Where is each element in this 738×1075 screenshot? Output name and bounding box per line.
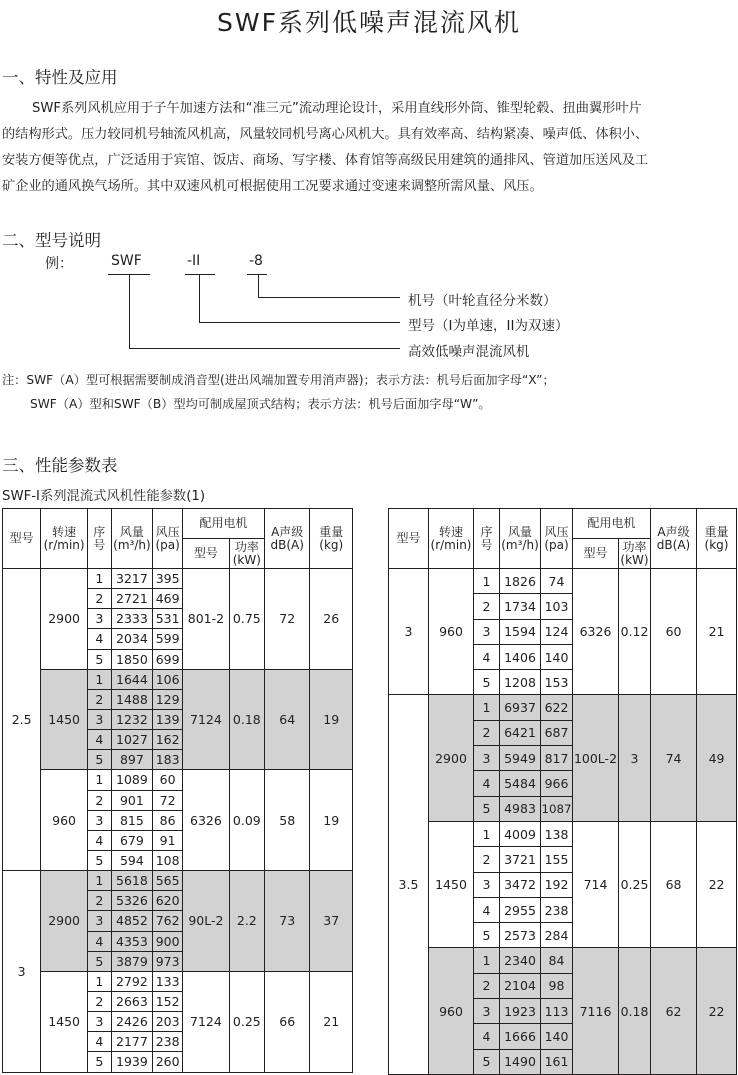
cell-pressure: 162 [153, 730, 183, 750]
cell-pressure: 973 [153, 951, 183, 971]
col-header-model: 型号 [389, 509, 429, 569]
cell-seq: 5 [474, 796, 500, 821]
cell-flow: 4009 [500, 821, 541, 846]
cell-seq: 4 [474, 644, 500, 669]
performance-table-left [2, 508, 353, 1073]
cell-speed: 1450 [41, 669, 88, 770]
cell-seq: 3 [87, 1012, 111, 1032]
cell-speed: 1450 [41, 971, 88, 1072]
cell-flow: 1406 [500, 644, 541, 669]
cell-flow: 5326 [111, 891, 152, 911]
col-header-weight: 重量 (kg) [310, 509, 353, 569]
cell-pressure: 699 [153, 649, 183, 669]
cell-power: 0.18 [229, 669, 264, 770]
cell-seq: 3 [474, 746, 500, 771]
cell-weight: 19 [310, 669, 353, 770]
cell-flow: 2340 [500, 948, 541, 973]
cell-power: 3 [619, 695, 651, 821]
cell-pressure: 152 [153, 991, 183, 1011]
cell-pressure: 183 [153, 750, 183, 770]
cell-flow: 3721 [500, 847, 541, 872]
cell-seq: 5 [474, 670, 500, 695]
cell-power: 0.18 [619, 948, 651, 1074]
col-header-flow: 风量 (m³/h) [500, 509, 541, 569]
cell-speed: 960 [429, 948, 474, 1074]
cell-motor-model: 6326 [183, 770, 230, 871]
cell-pressure: 139 [153, 709, 183, 729]
cell-pressure: 238 [541, 897, 573, 922]
model-code-type: -II [187, 253, 201, 269]
cell-power: 0.25 [619, 821, 651, 947]
cell-pressure: 260 [153, 1052, 183, 1072]
cell-flow: 2104 [500, 973, 541, 998]
cell-seq: 5 [474, 1049, 500, 1074]
table-row [3, 871, 353, 891]
cell-flow: 2955 [500, 897, 541, 922]
cell-weight: 26 [310, 569, 353, 670]
cell-seq: 1 [87, 669, 111, 689]
col-header-motor: 配用电机 [573, 509, 651, 539]
cell-pressure: 129 [153, 689, 183, 709]
cell-seq: 3 [87, 709, 111, 729]
cell-flow: 1923 [500, 999, 541, 1024]
desc-number: 机号（叶轮直径分米数） [408, 293, 557, 309]
cell-flow: 1594 [500, 619, 541, 644]
cell-seq: 4 [87, 730, 111, 750]
table-row [389, 948, 737, 973]
cell-pressure: 86 [153, 810, 183, 830]
cell-pressure: 161 [541, 1049, 573, 1074]
features-line-4: 矿企业的通风换气场所。其中双速风机可根据使用工况要求通过变速来调整所需风量、风压。 [2, 179, 543, 194]
cell-pressure: 84 [541, 948, 573, 973]
cell-seq: 2 [87, 891, 111, 911]
cell-seq: 3 [474, 872, 500, 897]
cell-seq: 4 [87, 629, 111, 649]
cell-pressure: 817 [541, 746, 573, 771]
cell-pressure: 72 [153, 790, 183, 810]
cell-seq: 5 [474, 923, 500, 948]
cell-flow: 5484 [500, 771, 541, 796]
cell-seq: 2 [474, 720, 500, 745]
cell-seq: 1 [87, 569, 111, 589]
table-row [389, 695, 737, 720]
cell-speed: 1450 [429, 821, 474, 947]
cell-pressure: 108 [153, 850, 183, 870]
cell-seq: 5 [87, 1052, 111, 1072]
cell-pressure: 138 [541, 821, 573, 846]
cell-flow: 6937 [500, 695, 541, 720]
cell-flow: 1232 [111, 709, 152, 729]
cell-flow: 2034 [111, 629, 152, 649]
note-line-1: 注：SWF（A）型可根据需要制成消音型(进出风端加置专用消声器)；表示方法：机号后面加字母“X”； [2, 373, 555, 387]
section-heading-model: 二、型号说明 [2, 231, 101, 250]
cell-flow: 2177 [111, 1032, 152, 1052]
cell-motor-model: 7124 [183, 669, 230, 770]
cell-seq: 3 [474, 619, 500, 644]
cell-power: 0.09 [229, 770, 264, 871]
cell-noise: 72 [264, 569, 310, 670]
cell-pressure: 900 [153, 931, 183, 951]
cell-seq: 4 [474, 897, 500, 922]
cell-pressure: 966 [541, 771, 573, 796]
table-row [3, 770, 353, 790]
cell-seq: 2 [474, 847, 500, 872]
features-line-2: 的结构形式。压力较同机号轴流风机高，风量较同机号离心风机大。具有效率高、结构紧凑、噪声低、体积小、 [2, 127, 649, 142]
cell-flow: 1734 [500, 594, 541, 619]
model-code-series: SWF [111, 253, 142, 269]
cell-flow: 1644 [111, 669, 152, 689]
performance-table-right [388, 508, 737, 1075]
cell-flow: 4353 [111, 931, 152, 951]
cell-power: 0.25 [229, 971, 264, 1072]
cell-weight: 19 [310, 770, 353, 871]
leader-type-vertical [199, 274, 200, 322]
features-line-1: SWF系列风机应用于子午加速方法和“准三元”流动理论设计，采用直线形外筒、锥型轮毂、扭曲翼形叶片 [32, 101, 642, 116]
cell-noise: 73 [264, 871, 310, 972]
col-header-seq: 序 号 [474, 509, 500, 569]
cell-pressure: 620 [153, 891, 183, 911]
cell-flow: 1850 [111, 649, 152, 669]
cell-seq: 1 [87, 871, 111, 891]
col-header-pressure: 风压 (pa) [153, 509, 183, 569]
col-header-noise: A声级 dB(A) [264, 509, 310, 569]
cell-noise: 60 [651, 569, 697, 695]
desc-series: 高效低噪声混流风机 [408, 344, 530, 360]
cell-pressure: 203 [153, 1012, 183, 1032]
cell-pressure: 153 [541, 670, 573, 695]
cell-seq: 1 [474, 821, 500, 846]
cell-pressure: 124 [541, 619, 573, 644]
leader-series-horizontal [129, 348, 400, 349]
page-title: SWF系列低噪声混流风机 [217, 8, 521, 37]
cell-seq: 2 [474, 594, 500, 619]
cell-seq: 4 [87, 1032, 111, 1052]
cell-pressure: 140 [541, 644, 573, 669]
cell-seq: 5 [87, 649, 111, 669]
cell-seq: 4 [87, 931, 111, 951]
col-header-pressure: 风压 (pa) [541, 509, 573, 569]
cell-pressure: 155 [541, 847, 573, 872]
col-header-speed: 转速 (r/min) [41, 509, 88, 569]
underline-type [185, 274, 215, 275]
cell-model: 2.5 [3, 569, 41, 871]
leader-type-horizontal [199, 322, 400, 323]
cell-motor-model: 801-2 [183, 569, 230, 670]
cell-pressure: 238 [153, 1032, 183, 1052]
cell-seq: 2 [474, 973, 500, 998]
cell-seq: 1 [474, 948, 500, 973]
cell-seq: 3 [87, 911, 111, 931]
col-header-noise: A声级 dB(A) [651, 509, 697, 569]
cell-flow: 1826 [500, 569, 541, 594]
cell-pressure: 113 [541, 999, 573, 1024]
cell-model: 3.5 [389, 695, 429, 1074]
cell-seq: 3 [474, 999, 500, 1024]
cell-pressure: 565 [153, 871, 183, 891]
cell-flow: 2721 [111, 589, 152, 609]
col-header-weight: 重量 (kg) [697, 509, 737, 569]
cell-seq: 5 [87, 951, 111, 971]
cell-flow: 897 [111, 750, 152, 770]
cell-flow: 4852 [111, 911, 152, 931]
cell-motor-model: 7116 [573, 948, 619, 1074]
cell-flow: 1089 [111, 770, 152, 790]
col-header-speed: 转速 (r/min) [429, 509, 474, 569]
features-paragraph [2, 96, 737, 200]
cell-seq: 5 [87, 850, 111, 870]
cell-seq: 3 [87, 609, 111, 629]
cell-flow: 5618 [111, 871, 152, 891]
table-row [389, 569, 737, 594]
note-line-2: SWF（A）型和SWF（B）型均可制成屋顶式结构；表示方法：机号后面加字母“W”。 [30, 397, 491, 411]
cell-seq: 4 [474, 771, 500, 796]
cell-motor-model: 100L-2 [573, 695, 619, 821]
cell-power: 0.12 [619, 569, 651, 695]
cell-pressure: 91 [153, 830, 183, 850]
cell-model: 3 [389, 569, 429, 695]
example-label: 例： [45, 256, 73, 272]
cell-flow: 1488 [111, 689, 152, 709]
cell-flow: 3472 [500, 872, 541, 897]
model-code-number: -8 [249, 253, 263, 269]
cell-pressure: 599 [153, 629, 183, 649]
cell-seq: 2 [87, 589, 111, 609]
cell-seq: 5 [87, 750, 111, 770]
underline-number [247, 274, 267, 275]
table-row [3, 669, 353, 689]
cell-power: 0.75 [229, 569, 264, 670]
cell-pressure: 103 [541, 594, 573, 619]
cell-flow: 4983 [500, 796, 541, 821]
cell-pressure: 395 [153, 569, 183, 589]
cell-weight: 37 [310, 871, 353, 972]
cell-weight: 22 [697, 821, 737, 947]
cell-flow: 679 [111, 830, 152, 850]
col-header-seq: 序 号 [87, 509, 111, 569]
cell-pressure: 531 [153, 609, 183, 629]
cell-speed: 960 [429, 569, 474, 695]
cell-weight: 21 [310, 971, 353, 1072]
cell-pressure: 74 [541, 569, 573, 594]
cell-speed: 960 [41, 770, 88, 871]
col-header-motor-model: 型号 [573, 539, 619, 569]
cell-seq: 1 [87, 770, 111, 790]
cell-flow: 901 [111, 790, 152, 810]
cell-power: 2.2 [229, 871, 264, 972]
cell-flow: 815 [111, 810, 152, 830]
desc-type: 型号（I为单速，II为双速） [408, 318, 569, 334]
table-row [389, 821, 737, 846]
cell-motor-model: 714 [573, 821, 619, 947]
cell-noise: 62 [651, 948, 697, 1074]
cell-pressure: 98 [541, 973, 573, 998]
cell-flow: 5949 [500, 746, 541, 771]
cell-flow: 2333 [111, 609, 152, 629]
col-header-motor: 配用电机 [183, 509, 265, 539]
section-heading-features: 一、特性及应用 [2, 68, 118, 87]
cell-pressure: 1087 [541, 796, 573, 821]
cell-flow: 2663 [111, 991, 152, 1011]
cell-pressure: 140 [541, 1024, 573, 1049]
cell-seq: 2 [87, 790, 111, 810]
cell-flow: 6421 [500, 720, 541, 745]
col-header-flow: 风量 (m³/h) [111, 509, 152, 569]
cell-pressure: 192 [541, 872, 573, 897]
cell-weight: 22 [697, 948, 737, 1074]
cell-seq: 1 [87, 971, 111, 991]
table-row [3, 569, 353, 589]
cell-flow: 3217 [111, 569, 152, 589]
cell-noise: 68 [651, 821, 697, 947]
cell-noise: 64 [264, 669, 310, 770]
cell-pressure: 622 [541, 695, 573, 720]
cell-seq: 2 [87, 689, 111, 709]
cell-flow: 1490 [500, 1049, 541, 1074]
cell-noise: 74 [651, 695, 697, 821]
col-header-power: 功率 (kW) [620, 539, 649, 567]
col-header-motor-model: 型号 [183, 539, 230, 569]
cell-noise: 58 [264, 770, 310, 871]
cell-pressure: 133 [153, 971, 183, 991]
cell-flow: 2426 [111, 1012, 152, 1032]
col-header-model: 型号 [3, 509, 41, 569]
table-row [3, 971, 353, 991]
cell-motor-model: 7124 [183, 971, 230, 1072]
cell-flow: 1027 [111, 730, 152, 750]
cell-flow: 1939 [111, 1052, 152, 1072]
cell-seq: 2 [87, 991, 111, 1011]
cell-weight: 21 [697, 569, 737, 695]
features-line-3: 安装方便等优点，广泛适用于宾馆、饭店、商场、写字楼、体育馆等高级民用建筑的通排风、管道加压送风及工 [2, 153, 649, 168]
cell-motor-model: 6326 [573, 569, 619, 695]
leader-series-vertical [129, 274, 130, 348]
cell-seq: 4 [87, 830, 111, 850]
section-heading-performance: 三、性能参数表 [2, 456, 118, 475]
cell-seq: 1 [474, 695, 500, 720]
cell-flow: 1208 [500, 670, 541, 695]
cell-pressure: 469 [153, 589, 183, 609]
cell-motor-model: 90L-2 [183, 871, 230, 972]
cell-seq: 1 [474, 569, 500, 594]
cell-weight: 49 [697, 695, 737, 821]
leader-number-vertical [258, 274, 259, 297]
cell-flow: 2792 [111, 971, 152, 991]
cell-pressure: 106 [153, 669, 183, 689]
cell-noise: 66 [264, 971, 310, 1072]
cell-speed: 2900 [41, 871, 88, 972]
table-caption: SWF-I系列混流式风机性能参数(1) [2, 489, 206, 504]
cell-flow: 3879 [111, 951, 152, 971]
cell-pressure: 284 [541, 923, 573, 948]
cell-seq: 3 [87, 810, 111, 830]
cell-flow: 594 [111, 850, 152, 870]
cell-pressure: 762 [153, 911, 183, 931]
cell-speed: 2900 [429, 695, 474, 821]
cell-speed: 2900 [41, 569, 88, 670]
cell-pressure: 687 [541, 720, 573, 745]
col-header-power: 功率 (kW) [229, 539, 264, 569]
cell-flow: 2573 [500, 923, 541, 948]
cell-seq: 4 [474, 1024, 500, 1049]
leader-number-horizontal [258, 297, 400, 298]
cell-pressure: 60 [153, 770, 183, 790]
cell-flow: 1666 [500, 1024, 541, 1049]
cell-model: 3 [3, 871, 41, 1072]
